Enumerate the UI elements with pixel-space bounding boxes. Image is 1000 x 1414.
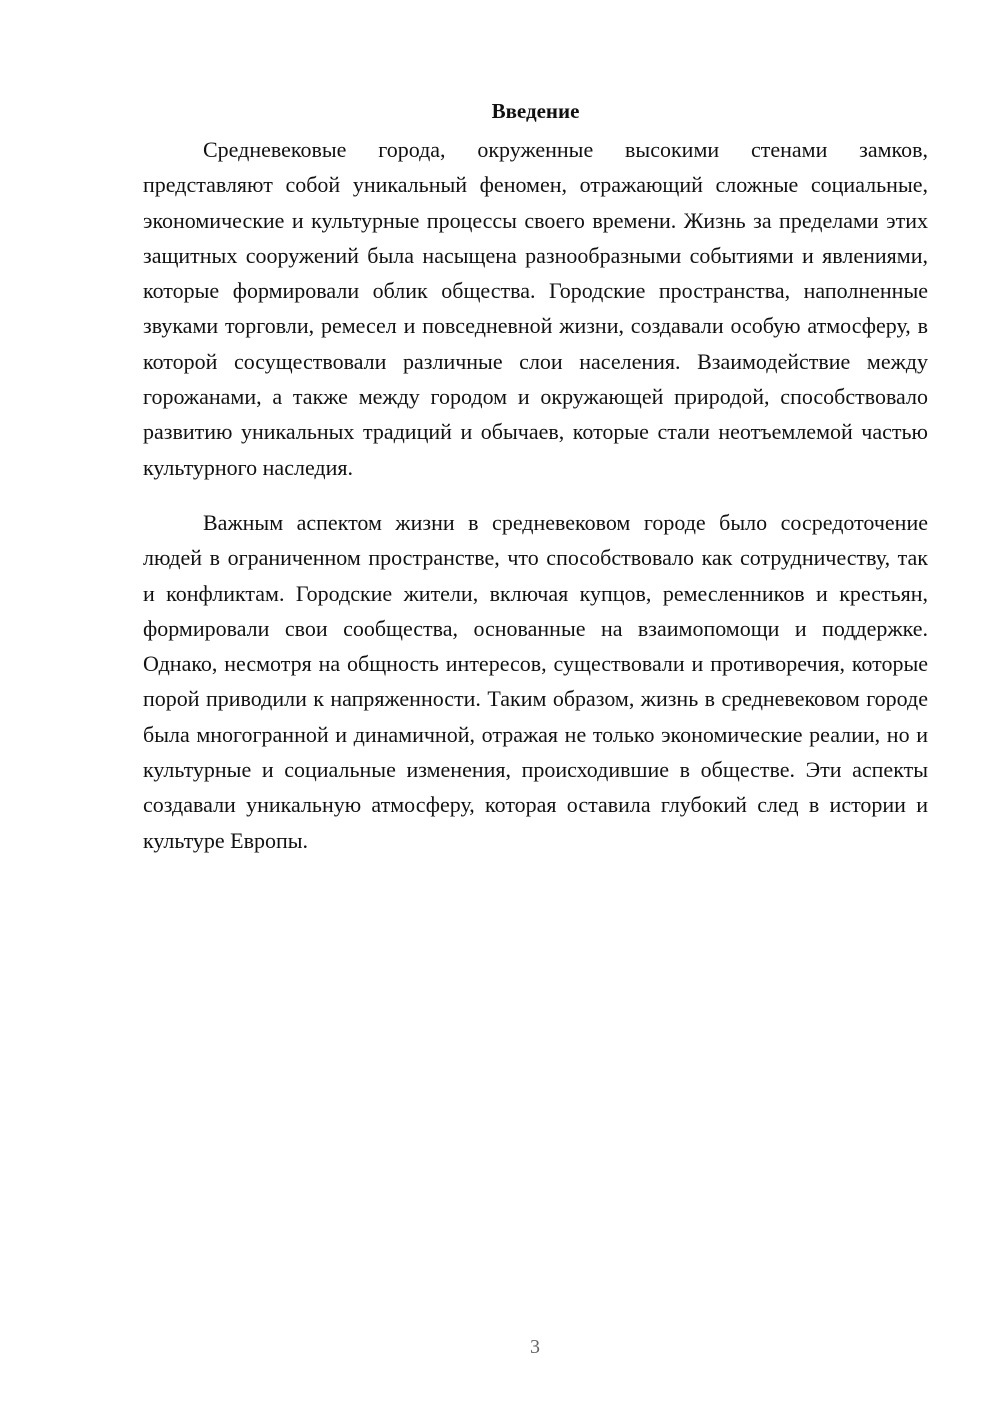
paragraph-1: Средневековые города, окруженные высокими стенами замков, представляют собой уникальный феномен, отражающий сложные социальные, экономические и культурные процессы своего времени. Жизнь за пределами этих защитных сооружений была насыщена разнообразными событиями и явлениями, которые формировали облик общества. Городские пространства, наполненные звуками торговли, ремесел и повседневной жизни, создавали особую атмосферу, в которой сосуществовали различные слои населения. Взаимодействие между горожанами, а также между городом и окружающей природой, способствовало развитию уникальных традиций и обычаев, которые стали неотъемлемой частью культурного наследия. [143,137,928,480]
page-number: 3 [530,1336,540,1358]
page-content [143,96,928,858]
section-title: Введение [491,99,580,123]
paragraph-2: Важным аспектом жизни в средневековом городе было сосредоточение людей в ограниченном пространстве, что способствовало как сотрудничеству, так и конфликтам. Городские жители, включая купцов, ремесленников и крестьян, формировали свои сообщества, основанные на взаимопомощи и поддержке. Однако, несмотря на общность интересов, существовали и противоречия, которые порой приводили к напряженности. Таким образом, жизнь в средневековом городе была многогранной и динамичной, отражая не только экономические реалии, но и культурные и социальные изменения, происходившие в обществе. Эти аспекты создавали уникальную атмосферу, которая оставила глубокий след в истории и культуре Европы. [143,509,928,853]
